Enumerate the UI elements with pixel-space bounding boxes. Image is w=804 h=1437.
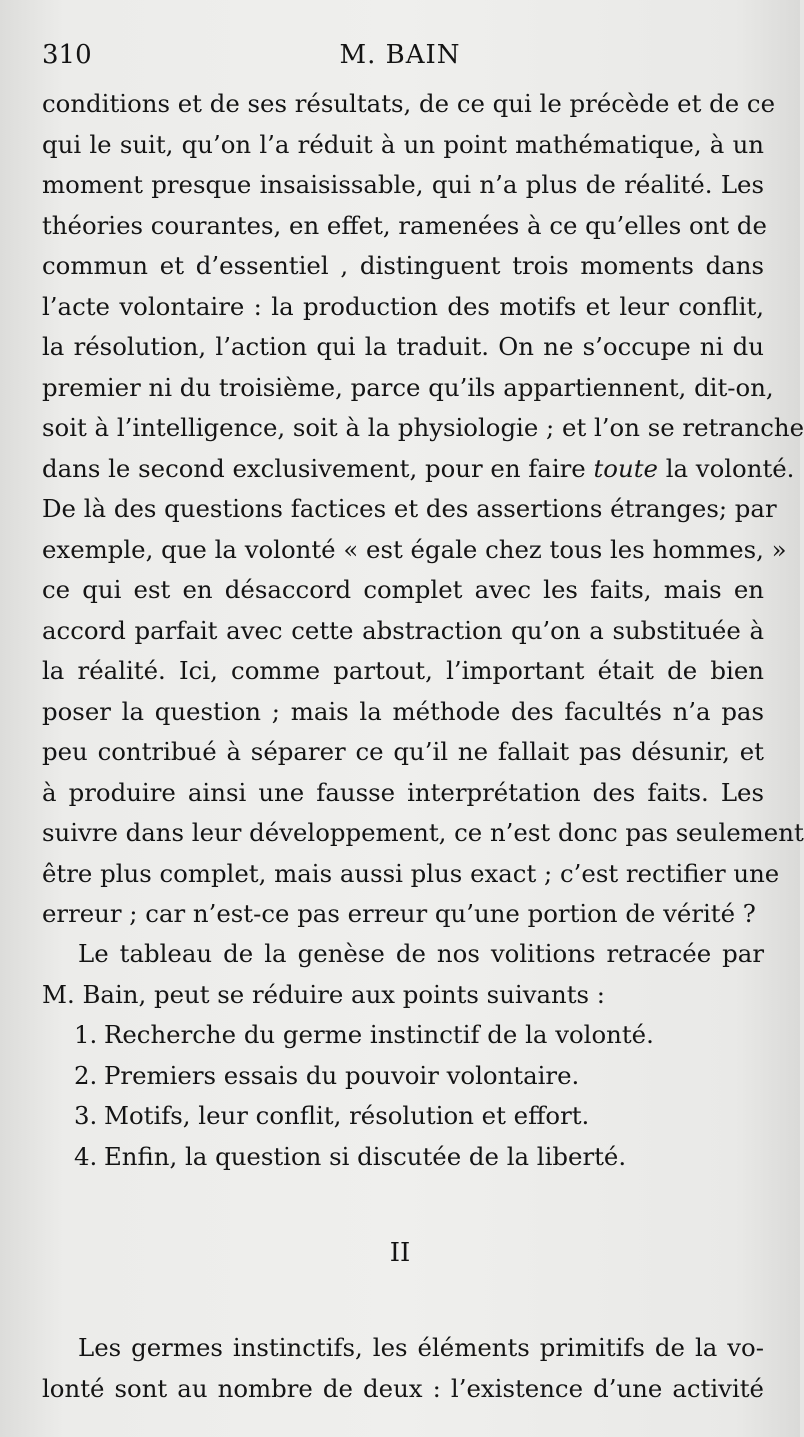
line-text: peu contribué à séparer ce qu’il ne fallait pas désunir, et <box>42 737 764 766</box>
text-line <box>42 246 764 287</box>
line-text: suivre dans leur développement, ce n’est donc pas seulement <box>42 818 804 847</box>
text-line <box>42 651 764 692</box>
section-heading: II <box>389 1238 411 1268</box>
line-text: ce qui est en désaccord complet avec les faits, mais en <box>42 575 764 604</box>
emphasis-text: toute <box>593 453 658 483</box>
line-text: la volonté. <box>657 453 795 483</box>
text-line <box>42 489 777 530</box>
running-head: M. BAIN <box>339 40 461 70</box>
list-number: 3. <box>74 1101 98 1130</box>
line-text: la résolution, l’action qui la traduit. On ne s’occupe ni du <box>42 332 764 361</box>
line-text: la réalité. Ici, comme partout, l’important était de bien <box>42 656 764 685</box>
text-line <box>42 84 776 125</box>
text-line <box>42 611 764 652</box>
list-text: Recherche du germe instinctif de la volonté. <box>104 1020 654 1049</box>
text-line <box>42 813 804 854</box>
list-item <box>42 1137 764 1178</box>
text-line <box>42 327 764 368</box>
text-line <box>42 368 774 409</box>
line-text: De là des questions factices et des assertions étranges; par <box>42 494 777 523</box>
text-line <box>42 894 764 935</box>
line-text: soit à l’intelligence, soit à la physiologie ; et l’on se retranche <box>42 413 804 442</box>
text-line: Les germes instinctifs, les éléments primitifs de la vo- <box>78 1333 764 1362</box>
text-line <box>42 570 764 611</box>
text-line <box>42 732 764 773</box>
line-text: à produire ainsi une fausse interprétation des faits. Les <box>42 777 764 807</box>
text-line <box>42 449 795 490</box>
list-number: 1. <box>74 1020 98 1049</box>
text-line <box>42 165 764 206</box>
line-text: poser la question ; mais la méthode des facultés n’a pas <box>42 696 764 726</box>
line-text: qui le suit, qu’on l’a réduit à un point mathématique, à un <box>42 129 764 159</box>
text-line <box>42 773 764 814</box>
numbered-list <box>42 1015 764 1177</box>
text-line: M. Bain, peut se réduire aux points suivants : <box>42 979 606 1009</box>
line-text: l’acte volontaire : la production des motifs et leur conflit, <box>42 291 764 321</box>
line-text: être plus complet, mais aussi plus exact ; c’est rectifier une <box>42 858 780 888</box>
line-text: conditions et de ses résultats, de ce qui le précède et de ce <box>42 89 776 118</box>
page-header <box>42 40 758 80</box>
line-text: dans le second exclusivement, pour en faire <box>42 453 594 483</box>
paragraph-section-two <box>42 1328 764 1409</box>
list-number: 4. <box>74 1141 98 1171</box>
line-text: commun et d’essentiel , distinguent trois moments dans <box>42 251 764 280</box>
list-text: Motifs, leur conflit, résolution et effort. <box>104 1101 590 1130</box>
list-item <box>42 1096 764 1137</box>
text-line: lonté sont au nombre de deux : l’existence d’une activité <box>42 1373 764 1403</box>
text-line <box>42 408 804 449</box>
line-text: accord parfait avec cette abstraction qu’on a substituée à <box>42 615 764 645</box>
list-number: 2. <box>74 1060 98 1090</box>
text-line <box>42 125 764 166</box>
line-text: exemple, que la volonté « est égale chez tous les hommes, » <box>42 534 787 564</box>
line-text: erreur ; car n’est-ce pas erreur qu’une portion de vérité ? <box>42 899 756 928</box>
page-number: 310 <box>42 40 92 70</box>
text-line <box>42 854 780 895</box>
text-line <box>42 530 787 571</box>
list-text: Premiers essais du pouvoir volontaire. <box>104 1060 580 1090</box>
text-line <box>42 692 764 733</box>
line-text: moment presque insaisissable, qui n’a plus de réalité. Les <box>42 170 764 199</box>
line-text: théories courantes, en effet, ramenées à ce qu’elles ont de <box>42 210 767 240</box>
list-item <box>42 1015 764 1056</box>
paragraph-intro <box>42 934 764 1015</box>
line-text: premier ni du troisième, parce qu’ils appartiennent, dit-on, <box>42 372 774 402</box>
text-line <box>42 287 764 328</box>
text-line <box>42 206 767 247</box>
list-text: Enfin, la question si discutée de la liberté. <box>104 1141 627 1171</box>
list-item <box>42 1056 764 1097</box>
paragraph-continuation <box>42 84 804 935</box>
text-line: Le tableau de la genèse de nos volitions retracée par <box>78 939 764 968</box>
